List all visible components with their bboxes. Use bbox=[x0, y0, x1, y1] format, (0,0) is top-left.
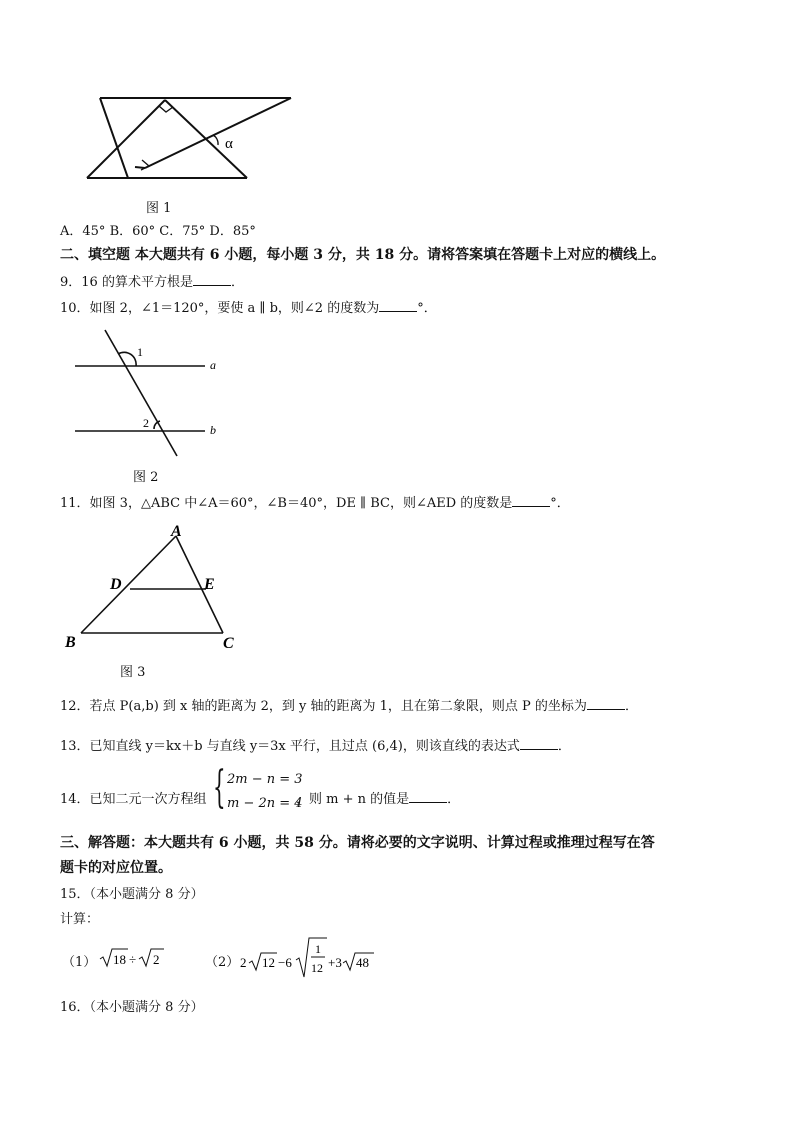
equation-2: m − 2n = 4 bbox=[227, 796, 303, 811]
fig3-side-ab bbox=[81, 536, 176, 633]
question-14-prefix: 14．已知二元一次方程组 bbox=[60, 792, 207, 807]
fig1-alpha-label: α bbox=[225, 136, 233, 152]
coefficient: 2 bbox=[240, 955, 247, 970]
figure-1-caption: 图 1 bbox=[146, 201, 172, 216]
sqrt-sign bbox=[139, 949, 164, 966]
question-10-end: °． bbox=[417, 301, 437, 316]
section-2-heading: 二、填空题 本大题共有 6 小题，每小题 3 分，共 18 分。请将答案填在答题卡上对应的横线上。 bbox=[60, 247, 666, 263]
question-14-suffix-wrap bbox=[296, 788, 460, 807]
brace: { bbox=[213, 762, 226, 813]
question-11 bbox=[60, 492, 570, 511]
figure-2-caption: 图 2 bbox=[133, 470, 159, 485]
fig3-label-d: D bbox=[110, 576, 122, 593]
fig2-label-1: 1 bbox=[137, 345, 143, 359]
question-12 bbox=[60, 695, 638, 714]
fig2-angle-1-arc bbox=[118, 352, 136, 366]
fraction-numerator: 1 bbox=[315, 942, 321, 956]
section-3-heading-line-2: 题卡的对应位置。 bbox=[60, 860, 172, 876]
question-14-end: ． bbox=[447, 792, 461, 807]
question-9-end: ． bbox=[230, 275, 244, 290]
answer-blank bbox=[409, 790, 447, 803]
radicand: 12 bbox=[262, 955, 275, 970]
fig3-label-e: E bbox=[204, 576, 215, 593]
fig1-alpha-arc bbox=[213, 135, 218, 145]
fig2-label-b: b bbox=[210, 423, 216, 437]
question-10 bbox=[60, 297, 437, 316]
question-13-end: ． bbox=[557, 739, 571, 754]
figure-1 bbox=[80, 90, 310, 190]
question-13-text: 13．已知直线 y＝kx＋b 与直线 y＝3x 平行，且过点 (6,4)，则该直线的表达式 bbox=[60, 739, 520, 754]
minus-term: −6 bbox=[278, 955, 292, 970]
figure-3-caption: 图 3 bbox=[120, 665, 146, 680]
question-11-end: °． bbox=[550, 496, 570, 511]
figure-2 bbox=[70, 325, 230, 460]
answer-blank bbox=[193, 273, 231, 286]
answer-blank bbox=[379, 299, 417, 312]
question-10-text: 10．如图 2，∠1＝120°，要使 a ∥ b，则∠2 的度数为 bbox=[60, 301, 380, 316]
fig2-label-2: 2 bbox=[143, 416, 149, 430]
fig1-diagonal-left bbox=[87, 100, 165, 178]
question-14-suffix: ，则 m + n 的值是 bbox=[296, 792, 410, 807]
fraction-denominator: 12 bbox=[311, 961, 323, 975]
fig1-segment bbox=[135, 167, 145, 168]
q15-part-1-expression bbox=[98, 946, 168, 970]
question-9 bbox=[60, 271, 244, 290]
question-13 bbox=[60, 735, 571, 754]
q15-part-1-label: （1） bbox=[62, 955, 97, 970]
fig2-label-a: a bbox=[210, 358, 216, 372]
question-15-instruction: 计算： bbox=[60, 912, 100, 927]
q15-part-2-expression bbox=[239, 936, 384, 980]
question-15-title: 15．（本小题满分 8 分） bbox=[60, 887, 204, 902]
divide-sign: ÷ bbox=[129, 952, 137, 967]
fig1-left-side bbox=[100, 98, 128, 178]
radicand: 48 bbox=[356, 955, 369, 970]
section-3-heading-line-1: 三、解答题：本大题共有 6 小题，共 58 分。请将必要的文字说明、计算过程或推理过程写在答 bbox=[60, 835, 655, 851]
plus-term: +3 bbox=[328, 955, 342, 970]
question-16-title: 16．（本小题满分 8 分） bbox=[60, 1000, 204, 1015]
question-12-end: ． bbox=[624, 699, 638, 714]
radicand: 2 bbox=[153, 952, 160, 967]
equation-system bbox=[213, 762, 303, 816]
q8-options: A．45° B．60° C．75° D．85° bbox=[60, 224, 256, 239]
fig1-long-line bbox=[145, 98, 291, 168]
radicand: 18 bbox=[113, 952, 126, 967]
fig3-label-a: A bbox=[171, 523, 182, 540]
fig3-side-ac bbox=[176, 536, 223, 633]
fig3-label-c: C bbox=[223, 635, 234, 652]
answer-blank bbox=[587, 697, 625, 710]
equation-1: 2m − n = 3 bbox=[227, 772, 303, 787]
question-11-text: 11．如图 3，△ABC 中∠A＝60°，∠B＝40°，DE ∥ BC，则∠AED 的度数是 bbox=[60, 496, 513, 511]
figure-3 bbox=[60, 518, 250, 658]
question-12-text: 12．若点 P(a,b) 到 x 轴的距离为 2，到 y 轴的距离为 1，且在第二象限，则点 P 的坐标为 bbox=[60, 699, 587, 714]
question-9-text: 9．16 的算术平方根是 bbox=[60, 275, 193, 290]
fig3-label-b: B bbox=[65, 634, 76, 651]
answer-blank bbox=[512, 494, 550, 507]
answer-blank bbox=[520, 737, 558, 750]
q15-part-2-label: （2） bbox=[205, 955, 240, 970]
